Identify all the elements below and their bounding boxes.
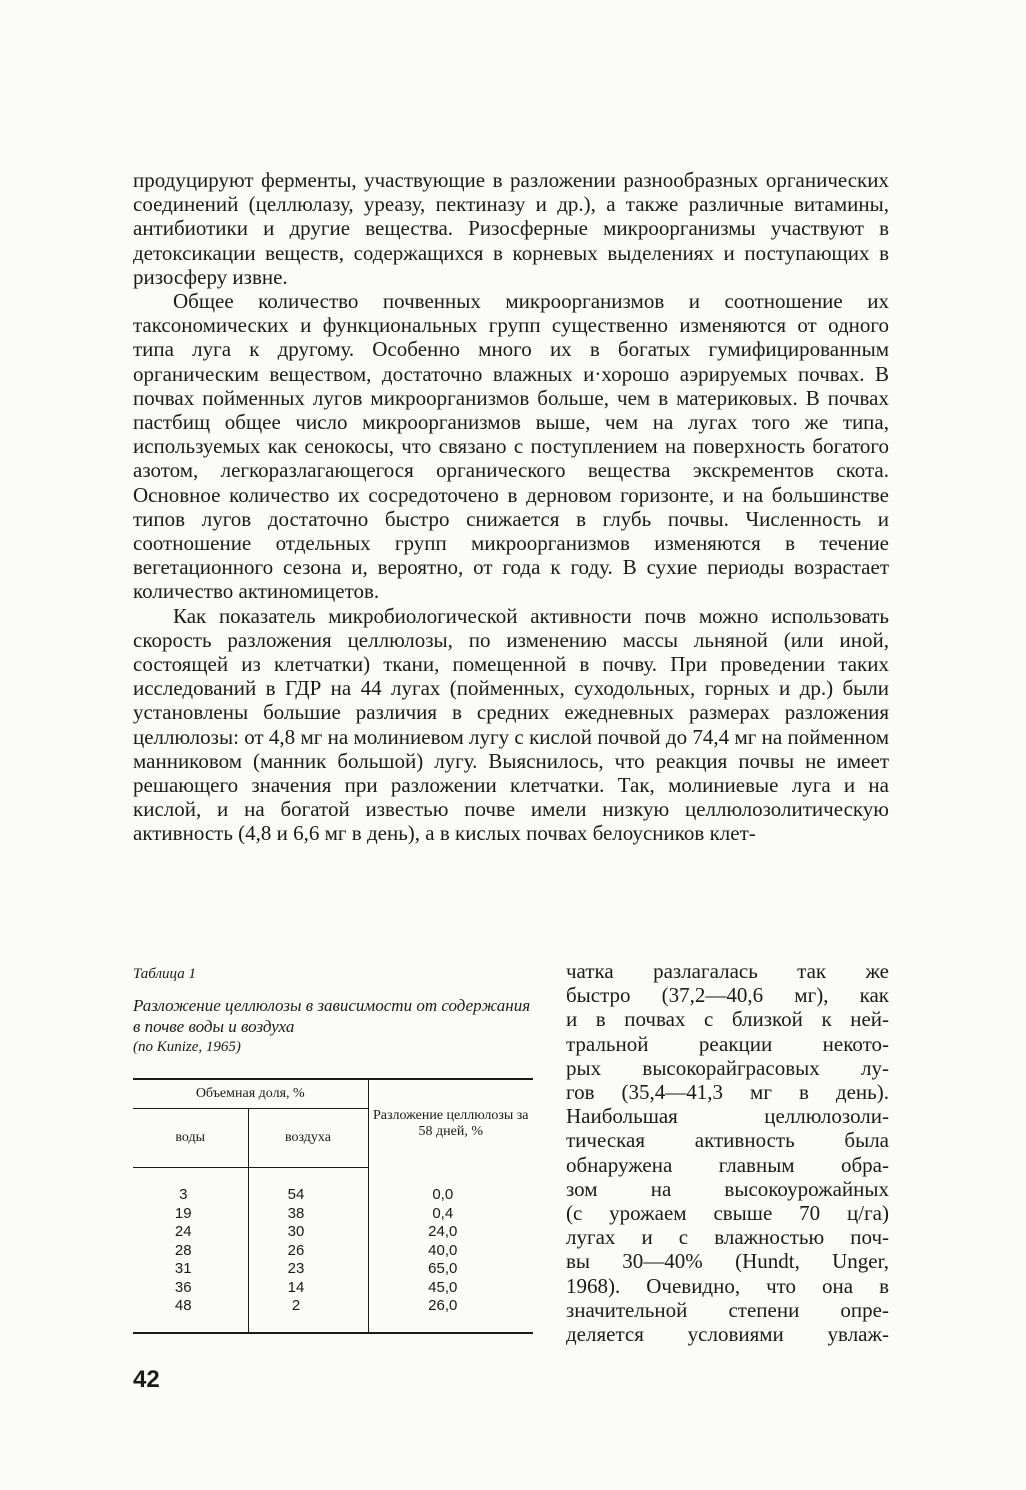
cell-water: 31 <box>133 1260 248 1279</box>
table-row <box>133 1279 533 1298</box>
text-line: деляется условиями увлаж- <box>566 1322 889 1347</box>
table-row <box>133 1205 533 1224</box>
cell-air: 30 <box>248 1223 368 1242</box>
table-row <box>133 1223 533 1242</box>
main-text <box>133 168 889 846</box>
cell-decomposition: 45,0 <box>428 1278 458 1296</box>
cell-water: 48 <box>133 1297 248 1333</box>
table-row <box>133 1297 533 1333</box>
data-table <box>133 1078 533 1334</box>
text-line: и в почвах с близкой к ней- <box>566 1007 889 1032</box>
cell-air: 54 <box>248 1168 368 1205</box>
cell-decomposition: 0,0 <box>432 1185 454 1203</box>
table-caption: Разложение целлюлозы в зависимости от содержания в почве воды и воздуха <box>133 996 531 1036</box>
text-line: зом на высокоурожайных <box>566 1176 889 1201</box>
cell-air: 23 <box>248 1260 368 1279</box>
cell-air: 2 <box>248 1297 368 1333</box>
cell-decomposition: 26,0 <box>368 1297 533 1333</box>
text-line: вы 30—40% (Hundt, Unger, <box>566 1249 889 1274</box>
cell-decomposition: 0,4 <box>432 1204 454 1222</box>
table-source: (по Kunize, 1965) <box>133 1039 241 1055</box>
text-line: 1968). Очевидно, что она в <box>566 1273 889 1298</box>
table-row <box>133 1168 533 1205</box>
table-row <box>133 1260 533 1279</box>
text-line: рых высокорайграсовых лу- <box>566 1055 889 1080</box>
side-column-text <box>566 959 889 1346</box>
cell-water: 36 <box>133 1279 248 1298</box>
text-line: (с урожаем свыше 70 ц/га) <box>566 1201 889 1226</box>
text-line: чатка разлагалась так же <box>566 959 889 983</box>
table-row <box>133 1242 533 1261</box>
text-line: Наибольшая целлюлозоли- <box>566 1104 889 1129</box>
page-number: 42 <box>133 1366 160 1393</box>
cell-air: 26 <box>248 1242 368 1261</box>
text-line: обнаружена главным обра- <box>566 1152 889 1177</box>
cell-water: 19 <box>133 1205 248 1224</box>
paragraph: Как показатель микробиологической активности почв можно использовать скорость разложения целлюлозы, по изменению массы льняной (или иной, состоящей из клетчатки) ткани, помещенной в почву. При проведении таких исследований в ГДР на 44 лугах (пойменных, суходольных, горных и др.) были установлены большие различия в средних ежедневных размерах разложения целлюлозы: от 4,8 мг на молиниевом лугу с кислой почвой до 74,4 мг на пойменном манниковом (манник большой) лугу. Выяснилось, что реакция почвы не имеет решающего значения при разложении клетчатки. Так, молиниевые луга и на кислой, и на богатой известью почве имели низкую целлюлозолитическую активность (4,8 и 6,6 мг в день), а в кислых почвах белоусников клет- <box>133 603 889 846</box>
header-air: воздуха <box>248 1109 368 1168</box>
cell-decomposition: 24,0 <box>428 1223 458 1240</box>
paragraph: продуцируют ферменты, участвующие в разложении разнообразных органических соединений (целлюлазу, уреазу, пектиназу и др.), а также различные витамины, антибиотики и другие вещества. Ризосферные микроорганизмы участвуют в детоксикации веществ, содержащихся в корневых выделениях и поступающих в ризосферу извне. <box>133 168 889 289</box>
table-block <box>133 966 533 1334</box>
cell-water: 24 <box>133 1223 248 1242</box>
header-volume-share: Объемная доля, % <box>133 1079 368 1109</box>
cell-air: 38 <box>248 1205 368 1224</box>
text-line: тическая активность была <box>566 1128 889 1153</box>
text-line: лугах и с влажностью поч- <box>566 1225 889 1250</box>
text-line: быстро (37,2—40,6 мг), как <box>566 983 889 1008</box>
cell-decomposition: 65,0 <box>428 1260 458 1277</box>
cell-decomposition: 40,0 <box>428 1241 458 1259</box>
cell-air: 14 <box>248 1279 368 1298</box>
text-line: гов (35,4—41,3 мг в день). <box>566 1080 889 1105</box>
table-label: Таблица 1 <box>133 966 196 982</box>
cell-water: 28 <box>133 1242 248 1261</box>
text-line: тральной реакции некото- <box>566 1031 889 1056</box>
cell-water: 3 <box>133 1168 248 1205</box>
header-decomposition: Разложение целлюлозы за 58 дней, % <box>368 1079 533 1168</box>
text-line: значительной степени опре- <box>566 1297 889 1322</box>
paragraph: Общее количество почвенных микроорганизмов и соотношение их таксономических и функциональных групп существенно изменяются от одного типа луга к другому. Особенно много их в богатых гумифицированным органическим веществом, достаточно влажных и·хорошо аэрируемых почвах. В почвах пойменных лугов микроорганизмов больше, чем в материковых. В почвах пастбищ общее число микроорганизмов выше, чем на лугах того же типа, используемых как сенокосы, что связано с поступлением на поверхность богатого азотом, легкоразлагающегося органического вещества экскрементов скота. Основное количество их сосредоточено в дерновом горизонте, и на большинстве типов лугов достаточно быстро снижается в глубь почвы. Численность и соотношение отдельных групп микроорганизмов изменяются в течение вегетационного сезона и, вероятно, от года к году. В сухие периоды возрастает количество актиномицетов. <box>133 289 889 604</box>
header-water: воды <box>133 1109 248 1168</box>
